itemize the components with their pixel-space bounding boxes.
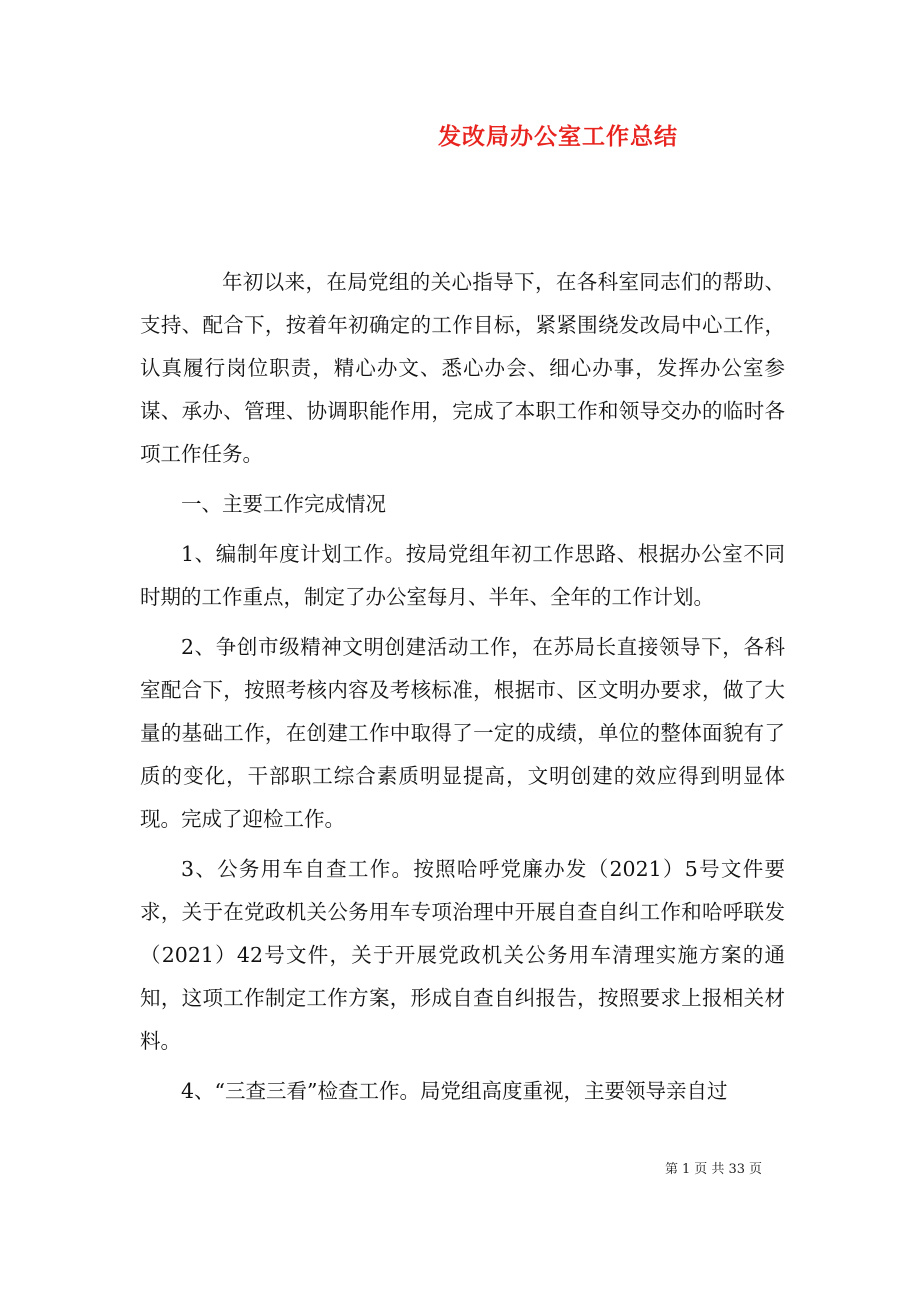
footer-total-pages: 33: [728, 1162, 745, 1177]
paragraph-intro: 年初以来，在局党组的关心指导下，在各科室同志们的帮助、支持、配合下，按着年初确定的工作目标，紧紧围绕发改局中心工作，认真履行岗位职责，精心办文、悉心办会、细心办事，发挥办公室参谋、承办、管理、协调职能作用，完成了本职工作和领导交办的临时各项工作任务。: [140, 270, 785, 466]
section-heading: 一、主要工作完成情况: [181, 492, 386, 516]
footer-suffix: 页: [748, 1162, 762, 1177]
footer-middle: 页 共: [694, 1162, 725, 1177]
footer-page-number: 1: [682, 1162, 691, 1177]
page-number-footer: [665, 1158, 766, 1177]
paragraph-item-4: 4、“三查三看”检查工作。局党组高度重视，主要领导亲自过: [181, 1079, 728, 1103]
paragraph-item-3: 3、公务用车自查工作。按照哈呼党廉办发（2021）5号文件要求，关于在党政机关公务用车专项治理中开展自查自纠工作和哈呼联发（2021）42号文件，关于开展党政机关公务用车清理实施方案的通知，这项工作制定工作方案，形成自查自纠报告，按照要求上报相关材料。: [140, 857, 785, 1053]
footer-prefix: 第: [665, 1162, 679, 1177]
document-body: [140, 261, 785, 1120]
paragraph-item-1: 1、编制年度计划工作。按局党组年初工作思路、根据办公室不同时期的工作重点，制定了办公室每月、半年、全年的工作计划。: [140, 542, 785, 609]
document-title: 发改局办公室工作总结: [438, 123, 678, 150]
paragraph-item-2: 2、争创市级精神文明创建活动工作，在苏局长直接领导下，各科室配合下，按照考核内容及考核标准，根据市、区文明办要求，做了大量的基础工作，在创建工作中取得了一定的成绩，单位的整体面貌有了质的变化，干部职工综合素质明显提高，文明创建的效应得到明显体现。完成了迎检工作。: [140, 635, 785, 831]
